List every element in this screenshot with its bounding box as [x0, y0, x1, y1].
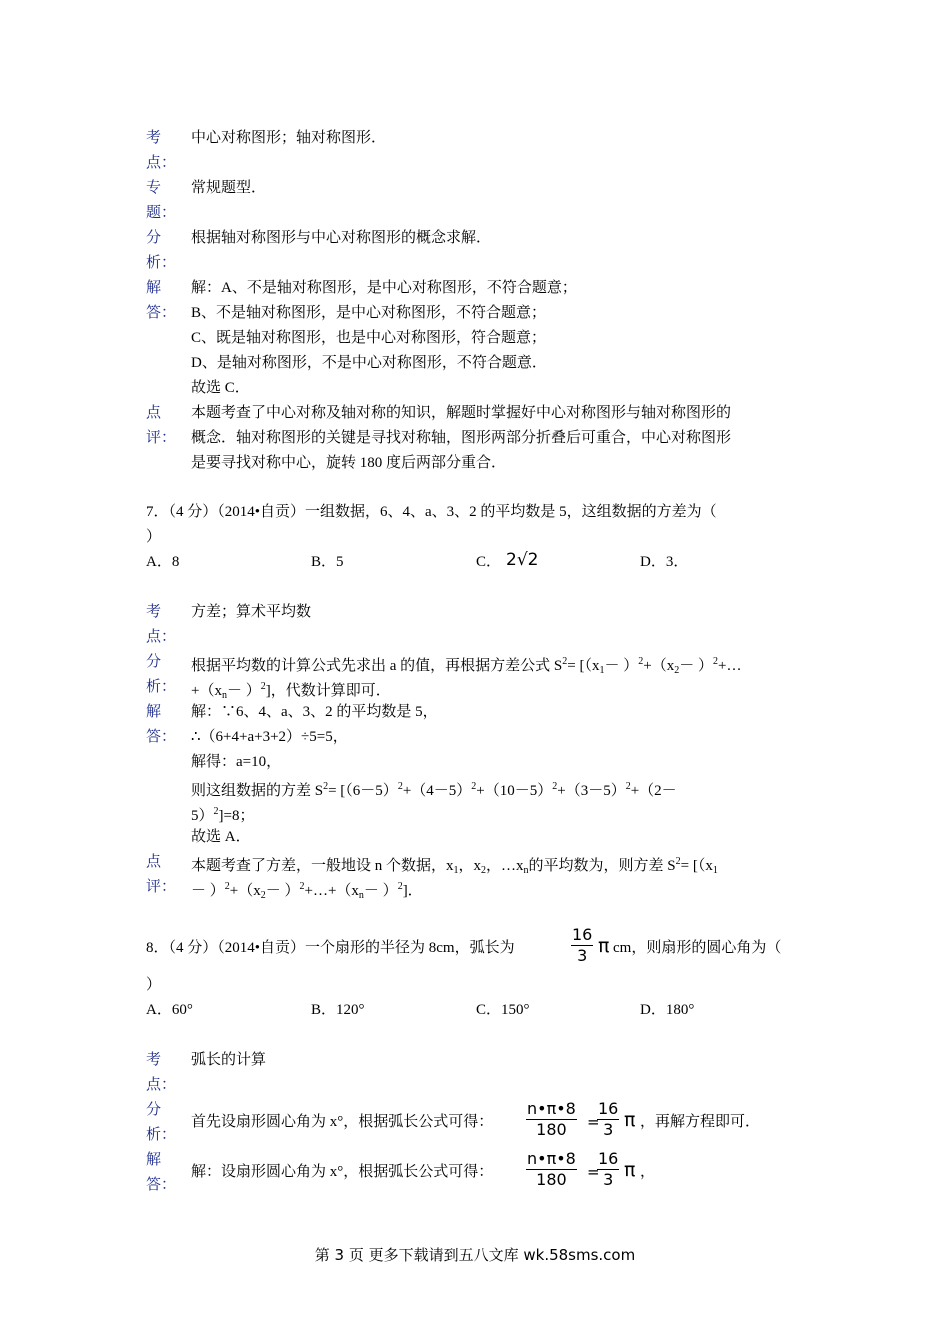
- q7-jieda-line: ∴（6+4+a+3+2）÷5=5，: [191, 729, 348, 745]
- q8-stem-line-1: 8．（4 分）（2014•自贡）一个扇形的半径为 8cm，弧长为: [146, 940, 515, 956]
- q8-jieda-label-1: 解: [146, 1152, 162, 1168]
- q7-kaodian-label-2: 点：: [146, 629, 177, 645]
- q6-zhuanti-label-2: 题：: [146, 205, 177, 221]
- q6-zhuanti-text: 常规题型．: [191, 180, 267, 196]
- q7-fenxi-line-2: $+(x_n- )^2$]，代数计算即可．: [191, 681, 391, 701]
- q7-option-d: D．3．: [640, 554, 689, 570]
- q7-dianping-line-2: － ）$^2+(x_2-$ ）$^2+\dots+(x_n- )^2$]．: [191, 881, 423, 901]
- q6-jieda-label-2: 答：: [146, 305, 177, 321]
- q8-jieda-tail: ，: [640, 1164, 656, 1180]
- q6-kaodian-label-2: 点：: [146, 155, 177, 171]
- q8-fenxi-fraction-left: n•π•8 180: [527, 1099, 576, 1139]
- q6-dianping-line: 本题考查了中心对称及轴对称的知识，解题时掌握好中心对称图形与轴对称图形的: [191, 405, 732, 421]
- q7-kaodian-label-1: 考: [146, 604, 162, 620]
- q8-fenxi-tail: ，再解方程即可．: [640, 1114, 761, 1130]
- q8-fenxi-label-2: 析：: [146, 1127, 177, 1143]
- q7-option-c-expr: 2√2: [506, 550, 539, 570]
- q7-fenxi-line-1: 根据平均数的计算公式先求出 a 的值，再根据方差公式 $S^2= [(x_1- )^2+(x_2-$ ）$^2+\dots$: [191, 656, 742, 676]
- q8-kaodian-label-1: 考: [146, 1052, 162, 1068]
- q8-jieda-fraction-right: 16 3: [598, 1149, 619, 1189]
- q8-fenxi-pi: π: [624, 1109, 636, 1131]
- q7-jieda-line: 解得：a=10，: [191, 754, 282, 770]
- q6-jieda-line: 解：A、不是轴对称图形，是中心对称图形，不符合题意；: [191, 280, 577, 296]
- q8-kaodian-text: 弧长的计算: [191, 1052, 267, 1068]
- q7-option-c: C．: [476, 554, 502, 570]
- q8-kaodian-label-2: 点：: [146, 1077, 177, 1093]
- q8-jieda-text: 解：设扇形圆心角为 x°，根据弧长公式可得：: [191, 1164, 494, 1180]
- q8-fenxi-text: 首先设扇形圆心角为 x°，根据弧长公式可得：: [191, 1114, 494, 1130]
- q8-stem-pi: π: [598, 935, 610, 957]
- q6-jieda-label-1: 解: [146, 280, 162, 296]
- q8-option-a: A．60°: [146, 1002, 193, 1018]
- q6-jieda-line: B、不是轴对称图形，是中心对称图形，不符合题意；: [191, 305, 547, 321]
- q6-fenxi-text: 根据轴对称图形与中心对称图形的概念求解．: [191, 230, 492, 246]
- q7-jieda-line: 则这组数据的方差 $S^2= [(6-5)^2+(4-5)^2+(10-5)^2+(3-5)^2+(2-$: [191, 781, 677, 799]
- q6-dianping-label-2: 评：: [146, 430, 177, 446]
- q8-fenxi-label-1: 分: [146, 1102, 162, 1118]
- q7-dianping-label-2: 评：: [146, 879, 177, 895]
- q6-jieda-line: D、是轴对称图形，不是中心对称图形，不符合题意．: [191, 355, 547, 371]
- q6-fenxi-label-1: 分: [146, 230, 162, 246]
- q7-jieda-label-1: 解: [146, 704, 162, 720]
- q8-jieda-pi: π: [624, 1159, 636, 1181]
- q6-jieda-line: C、既是轴对称图形，也是中心对称图形，符合题意；: [191, 330, 547, 346]
- q8-option-c: C．150°: [476, 1002, 530, 1018]
- q8-jieda-label-2: 答：: [146, 1177, 177, 1193]
- q6-dianping-label-1: 点: [146, 405, 162, 421]
- q7-jieda-line: 故选 A．: [191, 829, 251, 845]
- q8-jieda-fraction-left: n•π•8 180: [527, 1149, 576, 1189]
- page-footer: 第 3 页 更多下载请到五八文库 wk.58sms.com: [314, 1246, 636, 1264]
- q8-fenxi-fraction-right: 16 3: [598, 1099, 619, 1139]
- q7-kaodian-text: 方差；算术平均数: [191, 604, 312, 620]
- q7-jieda-label-2: 答：: [146, 729, 177, 745]
- q8-stem-line-1-tail: cm，则扇形的圆心角为（: [613, 940, 782, 956]
- q7-fenxi-label-1: 分: [146, 654, 162, 670]
- q8-option-b: B．120°: [311, 1002, 365, 1018]
- q7-dianping-label-1: 点: [146, 854, 162, 870]
- q7-fenxi-label-2: 析：: [146, 679, 177, 695]
- q7-stem-line-2: ）: [146, 529, 162, 545]
- q7-jieda-line: 解：∵6、4、a、3、2 的平均数是 5，: [191, 704, 438, 720]
- q7-option-b: B．5: [311, 554, 344, 570]
- q8-stem-fraction: 16 3: [572, 925, 593, 965]
- q8-fenxi-equals: =: [587, 1113, 600, 1131]
- q8-jieda-equals: =: [587, 1163, 600, 1181]
- q6-fenxi-label-2: 析：: [146, 255, 177, 271]
- q8-option-d: D．180°: [640, 1002, 695, 1018]
- q6-kaodian-text: 中心对称图形；轴对称图形．: [191, 130, 387, 146]
- q7-jieda-line: 5）$^2$]=8；: [191, 806, 255, 824]
- q6-dianping-line: 概念．轴对称图形的关键是寻找对称轴，图形两部分折叠后可重合，中心对称图形: [191, 430, 732, 446]
- q6-dianping-line: 是要寻找对称中心，旋转 180 度后两部分重合．: [191, 455, 507, 471]
- q7-option-a: A．8: [146, 554, 180, 570]
- q6-zhuanti-label-1: 专: [146, 180, 162, 196]
- q7-stem-line-1: 7．（4 分）（2014•自贡）一组数据，6、4、a、3、2 的平均数是 5，这组数据的方差为（: [146, 504, 717, 520]
- q7-dianping-line-1: 本题考查了方差，一般地设 n 个数据，$x_1$，$x_2$，$\dots x_n$的平均数为，则方差 $S^2= [(x_1$: [191, 856, 718, 876]
- q6-jieda-line: 故选 C．: [191, 380, 250, 396]
- q6-kaodian-label-1: 考: [146, 130, 162, 146]
- q8-stem-line-2: ）: [146, 977, 162, 993]
